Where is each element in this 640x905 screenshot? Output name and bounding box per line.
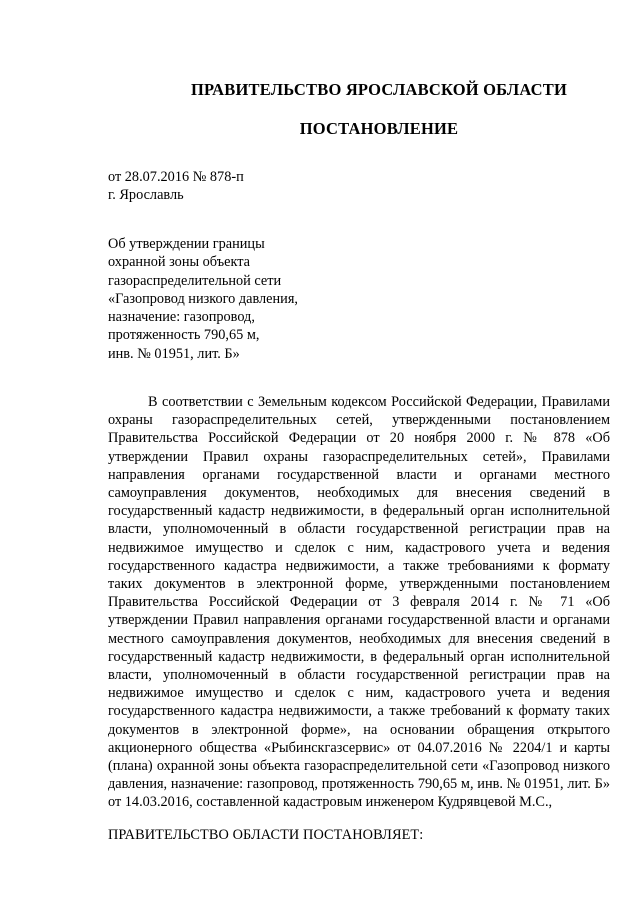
organization-title: ПРАВИТЕЛЬСТВО ЯРОСЛАВСКОЙ ОБЛАСТИ bbox=[190, 80, 568, 99]
document-type-title: ПОСТАНОВЛЕНИЕ bbox=[299, 119, 459, 138]
body-paragraph: В соответствии с Земельным кодексом Российской Федерации, Правилами охраны газораспределительных сетей, утвержденными постановлением Правительства Российской Федерации от 20 ноября 2000 г. № 878 «Об утверждении Правил охраны газораспределительных сетей», Правилами направления органами государственной власти и органами местного самоуправления документов, необходимых для внесения сведений в государственный кадастр недвижимости, в федеральный орган исполнительной власти, уполномоченный в области государственной регистрации прав на недвижимое имущество и сделок с ним, кадастрового учета и ведения государственного кадастра недвижимости, а также требованиями к формату таких документов в электронной форме, утвержденными постановлением Правительства Российской Федерации от 3 февраля 2014 г. № 71 «Об утверждении Правил направления органами государственной власти и органами местного самоуправления документов, необходимых для внесения сведений в государственный кадастр недвижимости, в федеральный орган исполнительной власти, уполномоченный в области государственной регистрации прав на недвижимое имущество и сделок с ним, кадастрового учета и ведения государственного кадастра недвижимости, а также требований к формату таких документов в электронной форме», на основании обращения открытого акционерного общества «Рыбинскгазсервис» от 04.07.2016 № 2204/1 и карты (плана) охранной зоны объекта газораспределительной сети «Газопровод низкого давления, назначение: газопровод, протяженность 790,65 м, инв. № 01951, лит. Б» от 14.03.2016, составленной кадастровым инженером Кудрявцевой М.С., bbox=[108, 394, 610, 811]
subject-line: инв. № 01951, лит. Б» bbox=[108, 345, 240, 362]
subject-line: назначение: газопровод, bbox=[108, 309, 255, 326]
subject-line: протяженность 790,65 м, bbox=[108, 327, 260, 344]
document-date-number: от 28.07.2016 № 878-п bbox=[108, 169, 244, 185]
subject-line: «Газопровод низкого давления, bbox=[108, 290, 298, 307]
subject-line: газораспределительной сети bbox=[108, 272, 282, 289]
subject-line: Об утверждении границы bbox=[108, 236, 265, 252]
document-city: г. Ярославль bbox=[108, 187, 184, 203]
document-subject bbox=[108, 235, 368, 363]
subject-line: охранной зоны объекта bbox=[108, 254, 250, 271]
resolution-statement: ПРАВИТЕЛЬСТВО ОБЛАСТИ ПОСТАНОВЛЯЕТ: bbox=[108, 827, 424, 843]
